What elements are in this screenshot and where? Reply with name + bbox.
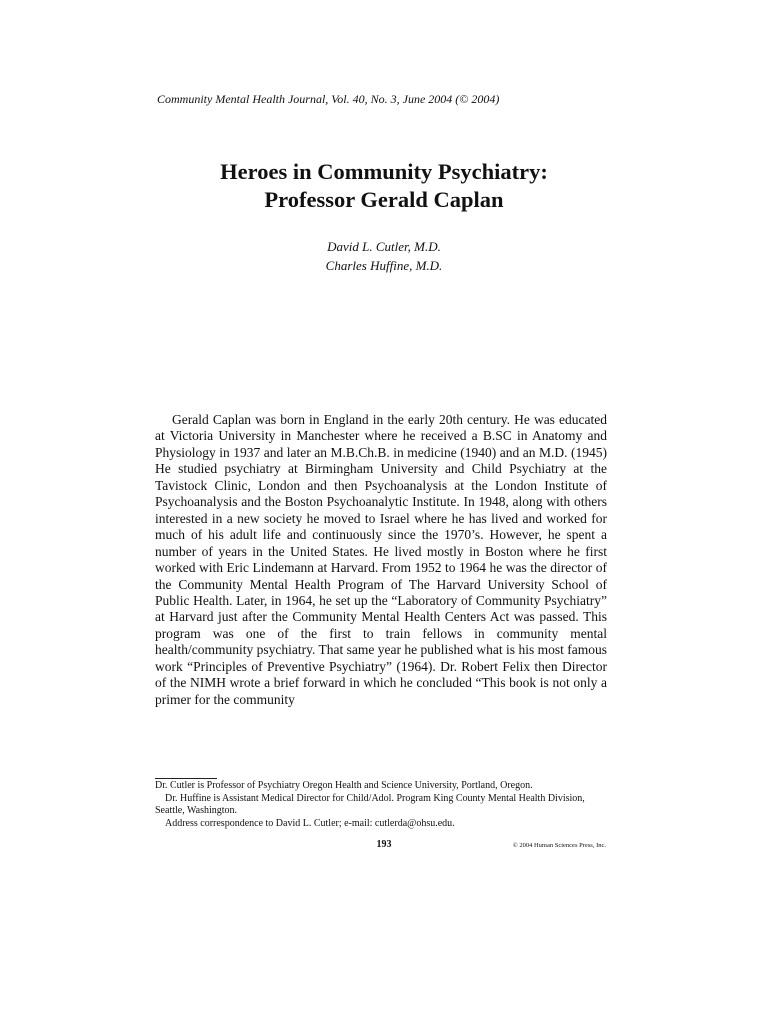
title-line-2: Professor Gerald Caplan: [264, 187, 504, 212]
footnotes: [155, 780, 607, 830]
copyright-notice: © 2004 Human Sciences Press, Inc.: [512, 842, 606, 849]
title-line-1: Heroes in Community Psychiatry:: [220, 159, 548, 184]
body-paragraph: Gerald Caplan was born in England in the early 20th century. He was educated at Victoria University in Manchester where he received a B.SC in Anatomy and Physiology in 1937 and later an M.B.Ch.B. in medicine (1940) and an M.D. (1945) He studied psychiatry at Birmingham University and Child Psychiatry at the Tavistock Clinic, London and then Psychoanalysis at the London Institute of Psychoanalysis and the Boston Psychoanalytic Institute. In 1948, along with others interested in a new society he moved to Israel where he has lived and worked for much of his adult life and continuously since the 1970’s. However, he spent a number of years in the United States. He lived mostly in Boston where he first worked with Eric Lindemann at Harvard. From 1952 to 1964 he was the director of the Community Mental Health Program of The Harvard University School of Public Health. Later, in 1964, he set up the “Laboratory of Community Psychiatry” at Harvard just after the Community Mental Health Centers Act was passed. This program was one of the first to train fellows in community mental health/community psychiatry. That same year he published what is his most famous work “Principles of Preventive Psychiatry” (1964). Dr. Robert Felix then Director of the NIMH wrote a brief forward in which he concluded “This book is not only a primer for the community: [155, 412, 607, 707]
article-title: [0, 158, 768, 214]
author-1: David L. Cutler, M.D.: [327, 239, 441, 254]
page-number: 193: [376, 839, 392, 850]
footnote-author-1: Dr. Cutler is Professor of Psychiatry Oregon Health and Science University, Portland, Oregon.: [155, 780, 533, 791]
author-2: Charles Huffine, M.D.: [325, 258, 443, 273]
journal-citation: Community Mental Health Journal, Vol. 40, No. 3, June 2004 (© 2004): [157, 92, 500, 106]
footnote-author-2: Dr. Huffine is Assistant Medical Director for Child/Adol. Program King County Mental Health Division, Seattle, Washington.: [155, 792, 585, 816]
author-block: [0, 237, 768, 275]
footnote-divider: [155, 778, 217, 779]
footnote-correspondence: Address correspondence to David L. Cutler; e-mail: cutlerda@ohsu.edu.: [165, 817, 455, 829]
